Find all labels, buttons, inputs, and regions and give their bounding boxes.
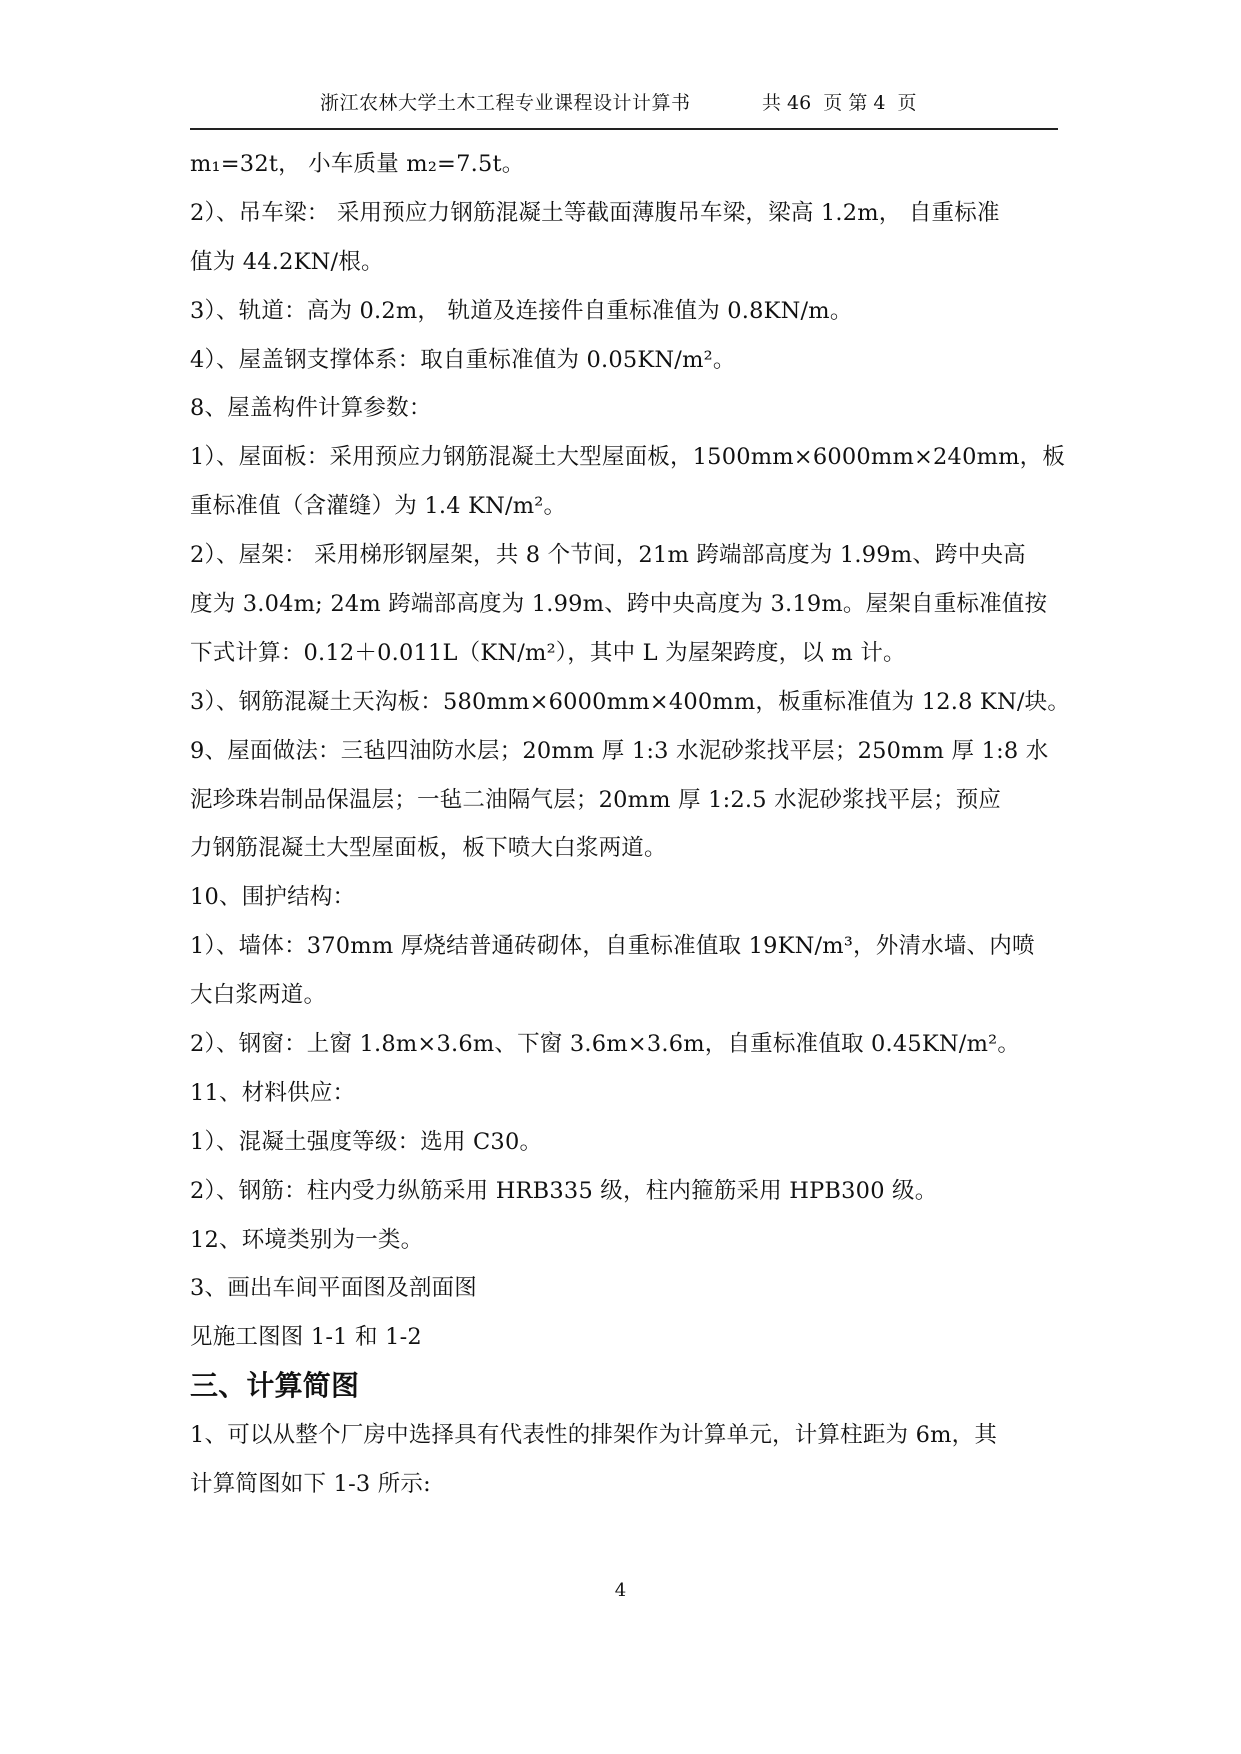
text-line: 4）、屋盖钢支撑体系：取自重标准值为 0.05KN/m²。	[190, 346, 736, 373]
text-line: 2）、钢窗：上窗 1.8m×3.6m、下窗 3.6m×3.6m，自重标准值取 0.45KN/m²。	[190, 1031, 1021, 1058]
text-line: 12、环境类别为一类。	[190, 1226, 424, 1253]
text-line: 2）、屋架： 采用梯形钢屋架，共 8 个节间，21m 跨端部高度为 1.99m、跨中央高	[190, 542, 1026, 569]
text-line: 2）、吊车梁： 采用预应力钢筋混凝土等截面薄腹吊车梁，梁高 1.2m， 自重标准	[190, 199, 1000, 226]
header-page-count: 共 46 页 第 4 页	[762, 92, 917, 114]
text-line: 重标准值（含灌缝）为 1.4 KN/m²。	[190, 493, 567, 520]
text-line: 度为 3.04m; 24m 跨端部高度为 1.99m、跨中央高度为 3.19m。屋架自重标准值按	[190, 591, 1048, 618]
text-line: 1）、混凝土强度等级：选用 C30。	[190, 1128, 543, 1155]
section-title: 三、计算简图	[190, 1369, 360, 1403]
text-line: 见施工图图 1-1 和 1-2	[190, 1324, 422, 1351]
text-line: 泥珍珠岩制品保温层；一毡二油隔气层；20mm 厚 1:2.5 水泥砂浆找平层；预应	[190, 786, 1002, 813]
text-line: 大白浆两道。	[190, 982, 327, 1009]
text-line: 8、屋盖构件计算参数：	[190, 395, 432, 422]
text-line: 3）、钢筋混凝土天沟板：580mm×6000mm×400mm，板重标准值为 12.8 KN/块。	[190, 688, 1071, 715]
text-line: 3）、轨道：高为 0.2m， 轨道及连接件自重标准值为 0.8KN/m。	[190, 297, 853, 324]
text-line: 9、屋面做法：三毡四油防水层；20mm 厚 1:3 水泥砂浆找平层；250mm 厚 1:8 水	[190, 737, 1049, 764]
text-line: 10、围护结构：	[190, 884, 356, 911]
text-line: 3、画出车间平面图及剖面图	[190, 1275, 477, 1302]
body-text	[190, 140, 1071, 1509]
header-title: 浙江农林大学土木工程专业课程设计计算书	[320, 92, 691, 114]
text-line: m₁=32t， 小车质量 m₂=7.5t。	[190, 151, 525, 177]
text-line: 2）、钢筋：柱内受力纵筋采用 HRB335 级，柱内箍筋采用 HPB300 级。	[190, 1177, 938, 1204]
text-line: 计算简图如下 1-3 所示:	[190, 1471, 431, 1498]
text-line: 值为 44.2KN/根。	[190, 248, 384, 275]
page-number: 4	[614, 1580, 627, 1601]
text-line: 1）、墙体：370mm 厚烧结普通砖砌体，自重标准值取 19KN/m³，外清水墙、内喷	[190, 933, 1035, 960]
text-line: 11、材料供应：	[190, 1079, 356, 1106]
text-line: 下式计算：0.12＋0.011L（KN/m²），其中 L 为屋架跨度，以 m 计。	[190, 639, 906, 666]
text-line: 1）、屋面板：采用预应力钢筋混凝土大型屋面板，1500mm×6000mm×240mm，板	[190, 444, 1066, 471]
text-line: 1、可以从整个厂房中选择具有代表性的排架作为计算单元，计算柱距为 6m，其	[190, 1422, 998, 1449]
text-line: 力钢筋混凝土大型屋面板，板下喷大白浆两道。	[190, 835, 667, 862]
page-header	[190, 80, 1058, 130]
